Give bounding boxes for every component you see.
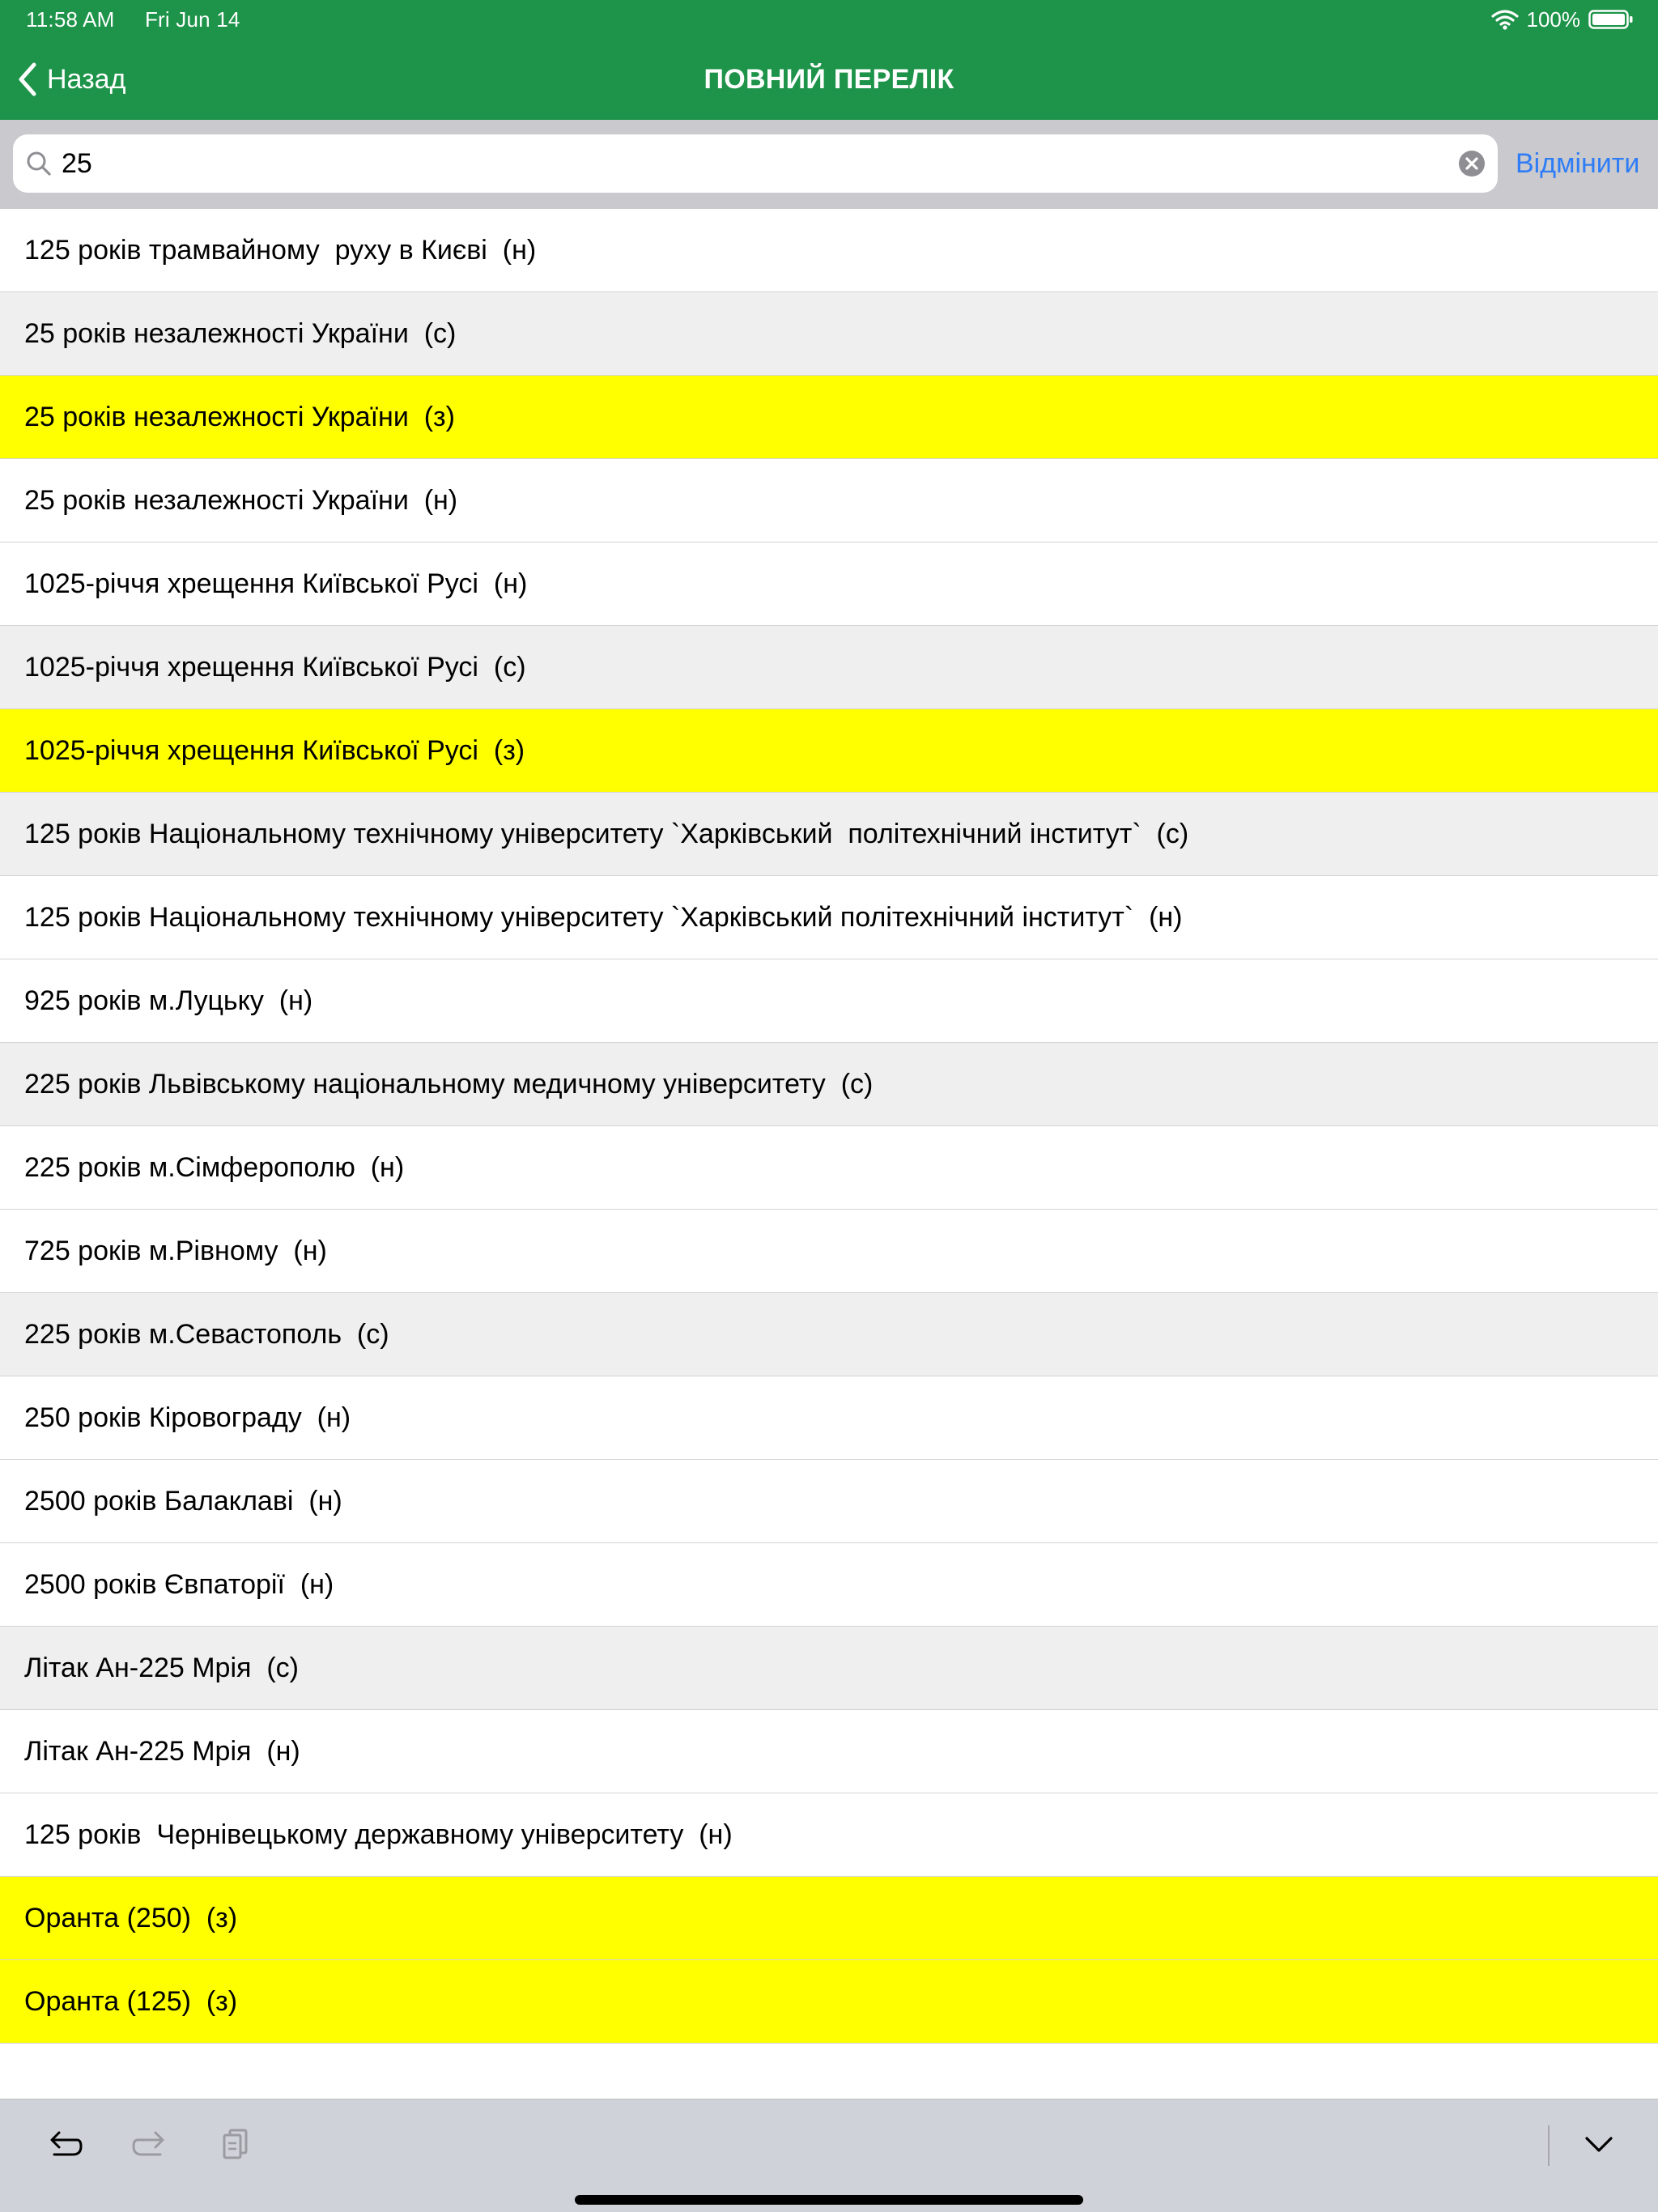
list-item[interactable] <box>0 626 1658 709</box>
list-item-label: 2500 років Балаклаві (н) <box>24 1486 342 1516</box>
list-item-label: Літак Ан-225 Мрія (с) <box>24 1653 299 1683</box>
battery-percent: 100% <box>1526 6 1580 32</box>
list-item-label: 1025-річчя хрещення Київської Русі (з) <box>24 735 525 766</box>
undo-icon[interactable] <box>45 2124 85 2164</box>
list-item[interactable] <box>0 1710 1658 1793</box>
list-item-label: 125 років Національному технічному університету `Харківський політехнічний інститут` (н) <box>24 902 1183 933</box>
list-item-label: 1025-річчя хрещення Київської Русі (с) <box>24 652 526 683</box>
paste-icon[interactable] <box>217 2124 257 2164</box>
list-item-label: 225 років м.Сімферополю (н) <box>24 1152 405 1183</box>
list-item-label: 1025-річчя хрещення Київської Русі (н) <box>24 568 528 599</box>
list-item-label: 725 років м.Рівному (н) <box>24 1236 327 1266</box>
list-item-label: Літак Ан-225 Мрія (н) <box>24 1736 300 1767</box>
list-item-label: 225 років Львівському національному медичному університету (с) <box>24 1069 874 1100</box>
keyboard-shortcut-bar <box>0 2099 1658 2212</box>
status-bar-left <box>26 6 240 32</box>
status-time: 11:58 AM <box>26 7 115 32</box>
list-item[interactable] <box>0 1877 1658 1960</box>
search-icon <box>24 149 53 178</box>
list-item[interactable] <box>0 1376 1658 1460</box>
list-item[interactable] <box>0 459 1658 542</box>
list-item[interactable] <box>0 1210 1658 1293</box>
list-item[interactable] <box>0 709 1658 793</box>
status-date: Fri Jun 14 <box>144 7 240 32</box>
list-item[interactable] <box>0 1793 1658 1877</box>
list-item-label: 25 років незалежності України (н) <box>24 485 458 516</box>
list-item-label: 2500 років Євпаторії (н) <box>24 1569 334 1600</box>
list-item[interactable] <box>0 1460 1658 1543</box>
list-item-label: 125 років Національному технічному університету `Харківський політехнічний інститут` (с) <box>24 819 1189 849</box>
status-bar-right <box>1491 6 1635 32</box>
search-input[interactable] <box>62 139 1438 188</box>
page-title: ПОВНИЙ ПЕРЕЛІК <box>704 64 954 95</box>
list-item-label: Оранта (250) (з) <box>24 1903 238 1933</box>
clear-search-icon[interactable] <box>1457 149 1486 178</box>
list-item[interactable] <box>0 1126 1658 1210</box>
list-item[interactable] <box>0 1960 1658 2044</box>
cancel-search-button[interactable]: Відмінити <box>1516 148 1640 179</box>
redo-icon[interactable] <box>130 2124 170 2164</box>
list-item-label: Оранта (125) (з) <box>24 1986 238 2017</box>
list-item-label: 925 років м.Луцьку (н) <box>24 985 313 1016</box>
search-field[interactable] <box>13 134 1498 193</box>
list-item-label: 25 років незалежності України (з) <box>24 402 455 432</box>
list-item[interactable] <box>0 376 1658 459</box>
list-item[interactable] <box>0 292 1658 376</box>
results-list <box>0 209 1658 2044</box>
search-bar <box>0 120 1658 209</box>
list-item[interactable] <box>0 542 1658 626</box>
list-item[interactable] <box>0 876 1658 959</box>
list-item[interactable] <box>0 1627 1658 1710</box>
toolbar-divider <box>1548 2125 1550 2166</box>
home-indicator <box>575 2195 1083 2205</box>
list-item-label: 25 років незалежності України (с) <box>24 318 457 349</box>
list-item[interactable] <box>0 1293 1658 1376</box>
list-item-label: 125 років трамвайному руху в Києві (н) <box>24 235 537 266</box>
header <box>0 0 1658 120</box>
list-item-label: 250 років Кіровограду (н) <box>24 1402 351 1433</box>
list-item[interactable] <box>0 793 1658 876</box>
wifi-icon <box>1491 9 1519 30</box>
battery-icon <box>1588 9 1634 30</box>
list-item[interactable] <box>0 959 1658 1043</box>
list-item[interactable] <box>0 1043 1658 1126</box>
list-item-label: 125 років Чернівецькому державному університету (н) <box>24 1819 733 1850</box>
list-item[interactable] <box>0 209 1658 292</box>
list-item-label: 225 років м.Севастополь (с) <box>24 1319 389 1350</box>
keyboard-dismiss-icon[interactable] <box>1579 2124 1619 2164</box>
back-label: Назад <box>47 63 126 95</box>
list-item[interactable] <box>0 1543 1658 1627</box>
